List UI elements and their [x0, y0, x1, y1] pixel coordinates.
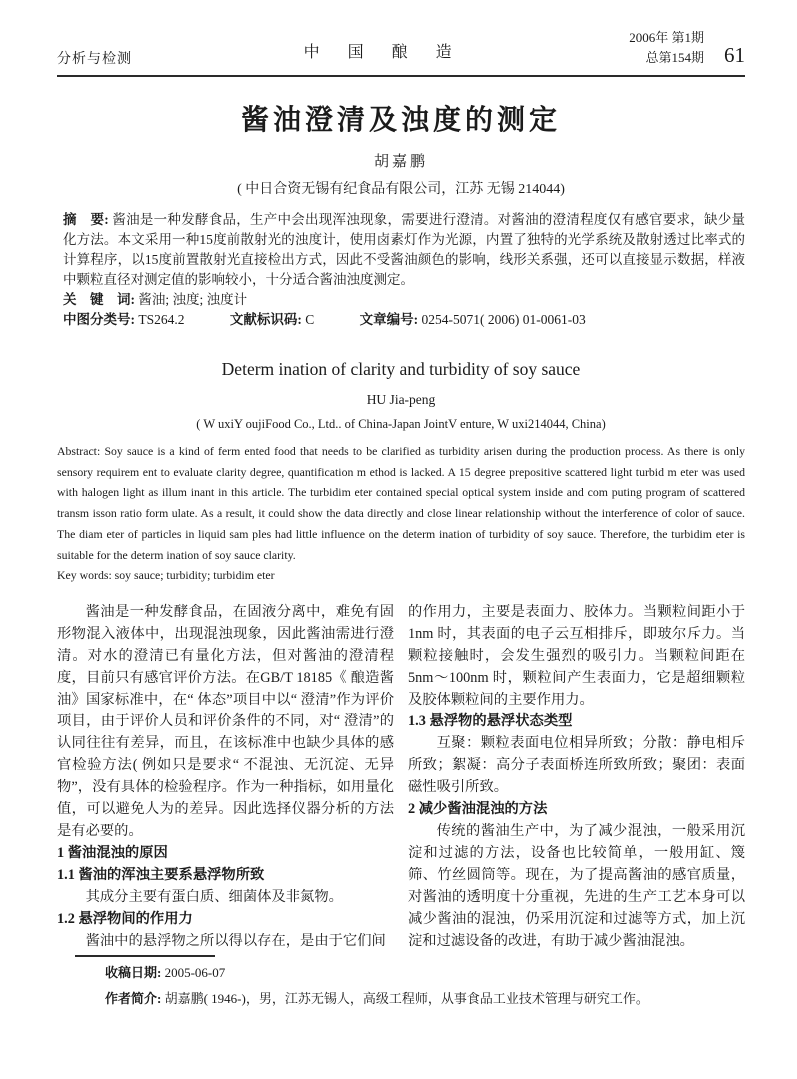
article-title-cn: 酱油澄清及浊度的测定 — [240, 105, 561, 136]
page-number: 61 — [724, 43, 745, 67]
keywords-en — [57, 565, 745, 586]
keywords-text-cn: 酱油; 浊度; 浊度计 — [138, 292, 248, 307]
page-header — [57, 28, 745, 77]
issue-total-number: 总第154期 — [645, 50, 704, 65]
section-heading-1-3: 1.3 悬浮物的悬浮状态类型 — [408, 713, 573, 730]
cn-meta-block — [57, 210, 745, 330]
keywords-label-en: Key words: — [57, 568, 115, 583]
received-date-line — [105, 960, 745, 986]
section-heading-2: 2 减少酱油混浊的方法 — [408, 801, 548, 818]
footnote-block — [57, 955, 745, 1012]
section-heading-1-1: 1.1 酱油的浑浊主要系悬浮物所致 — [57, 866, 265, 883]
footnote-lines — [57, 960, 745, 1012]
clc-value: TS264.2 — [138, 312, 185, 327]
footnote-divider — [75, 955, 215, 957]
paragraph-1-3: 互聚：颗粒表面电位相异所致；分散：静电相斥所致；絮凝：高分子表面桥连所致所致；聚团：表面磁性吸引所致。 — [408, 735, 745, 796]
continuation-paragraph: 的作用力，主要是表面力、胶体力。当颗粒间距小于1nm 时，其表面的电子云互相排斥，即玻尔斥力。当颗粒接触时，会发生强烈的吸引力。当颗粒间距在5nm～100nm 时，颗粒间产生表面力，它是超细颗粒及胶体颗粒间的主要作用力。 — [408, 603, 745, 708]
clc-label: 中图分类号: — [63, 312, 139, 327]
body-columns — [57, 602, 745, 953]
abstract-label-en: Abstract: — [57, 444, 105, 458]
issue-lines — [629, 28, 704, 68]
clc-number — [63, 312, 185, 327]
paragraph-2: 传统的酱油生产中，为了减少混浊，一般采用沉淀和过滤的方法，设备也比较简单，一般用缸、篾筛、竹丝圆筒等。现在，为了提高酱油的感官质量，对酱油的透明度十分重视，先进的生产工艺本身可以减少酱油的混浊，仍采用沉淀和过滤等方式，加上沉淀和过滤设备的改进，有助于减少酱油混浊。 — [408, 822, 745, 949]
article-id-label: 文章编号: — [359, 312, 422, 327]
issue-info — [629, 28, 745, 68]
received-date-label: 收稿日期: — [105, 965, 165, 981]
abstract-text-en: Soy sauce is a kind of ferm ented food that needs to be clarified as turbidity arisen during the production process. As there is only sensory requirem ent to evaluate clarity degree, quantification m ethod is lacked. A 15 degree prepositive scattered light turbid m eter was used with halogen light as illum inant in this article. The turbidim eter contained special optical system inside and com puting program of scattered transm isson ratio form ulate. As a result, it could show the data directly and close linear relationship without the interference of color of sauce. The diam eter of particles in liquid sam ples had little influence on the determ ination of turbidity of soy sauce. Therefore, the turbidim eter is suitable for the determ ination of soy sauce clarity. — [57, 444, 745, 562]
section-heading-1-2: 1.2 悬浮物间的作用力 — [57, 910, 193, 927]
paragraph-1-1: 其成分主要有蛋白质、细菌体及非氮物。 — [85, 888, 343, 905]
abstract-label-cn: 摘 要: — [63, 212, 113, 227]
column-section-name: 分析与检测 — [57, 52, 132, 67]
classification-line — [63, 310, 745, 330]
issue-year-number: 2006年 第1期 — [629, 30, 704, 45]
author-bio-line — [105, 986, 745, 1012]
author-bio-label: 作者简介: — [105, 991, 165, 1007]
received-date-value: 2005-06-07 — [164, 965, 226, 981]
intro-paragraph: 酱油是一种发酵食品，在固液分离中，难免有固形物混入液体中，出现混浊现象，因此酱油需进行澄清。对水的澄清已有量化方法，但对酱油的澄清程度，目前只有感官评价方法。在GB/T 18185《 酿造酱油》国家标准中，在“ 体态”项目中以“ 澄清”作为评价项目，由于评价人员和评价条件的不同，对“ 澄清”的认同往往有差异，而且，在该标准中也缺少具体的感官检验方法( 例如只是要求“ 不混浊、无沉淀、无异物”，没有具体的检验程序。作为一种指标，如用量化值，可以避免人为的差异。因此选择仪器分析的方法是有必要的。 — [57, 603, 394, 839]
abstract-text-cn: 酱油是一种发酵食品，生产中会出现浑浊现象，需要进行澄清。对酱油的澄清程度仅有感官要求，缺少量化方法。本文采用一种15度前散射光的浊度计，使用卤素灯作为光源，内置了独特的光学系统及散射透过比率式的计算程序，以15度前置散射光直接检出方式，因此不受酱油颜色的影响，线形关系强，还可以直接显示数据，样液中颗粒直径对测定值的影响较小，十分适合酱油浊度测定。 — [63, 212, 745, 287]
section-heading-1: 1 酱油混浊的原因 — [57, 844, 168, 861]
article-id — [360, 312, 586, 327]
article-title-en: Determ ination of clarity and turbidity of soy sauce — [221, 359, 581, 379]
document-code-value: C — [305, 312, 315, 327]
abstract-cn — [63, 210, 745, 290]
document-code-label: 文献标识码: — [229, 312, 306, 327]
author-affiliation-cn: ( 中日合资无锡有纪食品有限公司，江苏 无锡 214044) — [237, 182, 565, 197]
journal-name: 中 国 酿 造 — [303, 43, 458, 61]
author-affiliation-en: ( W uxiY oujiFood Co., Ltd.. of China-Japan JointV enture, W uxi214044, China) — [196, 417, 606, 431]
article-id-value: 0254-5071( 2006) 01-0061-03 — [421, 312, 586, 327]
author-name-en: HU Jia-peng — [366, 392, 436, 407]
body-column-left — [57, 602, 394, 953]
keywords-label-cn: 关 键 词: — [63, 292, 139, 307]
author-name-cn: 胡嘉鹏 — [373, 154, 428, 170]
abstract-en — [57, 441, 745, 565]
author-bio-value: 胡嘉鹏( 1946-)，男，江苏无锡人，高级工程师，从事食品工业技术管理与研究工作。 — [164, 991, 649, 1007]
keywords-cn — [63, 290, 745, 310]
keywords-text-en: soy sauce; turbidity; turbidim eter — [114, 568, 275, 583]
body-column-right — [408, 602, 745, 953]
paragraph-1-2: 酱油中的悬浮物之所以得以存在，是由于它们间 — [85, 932, 386, 949]
document-code — [230, 312, 314, 327]
